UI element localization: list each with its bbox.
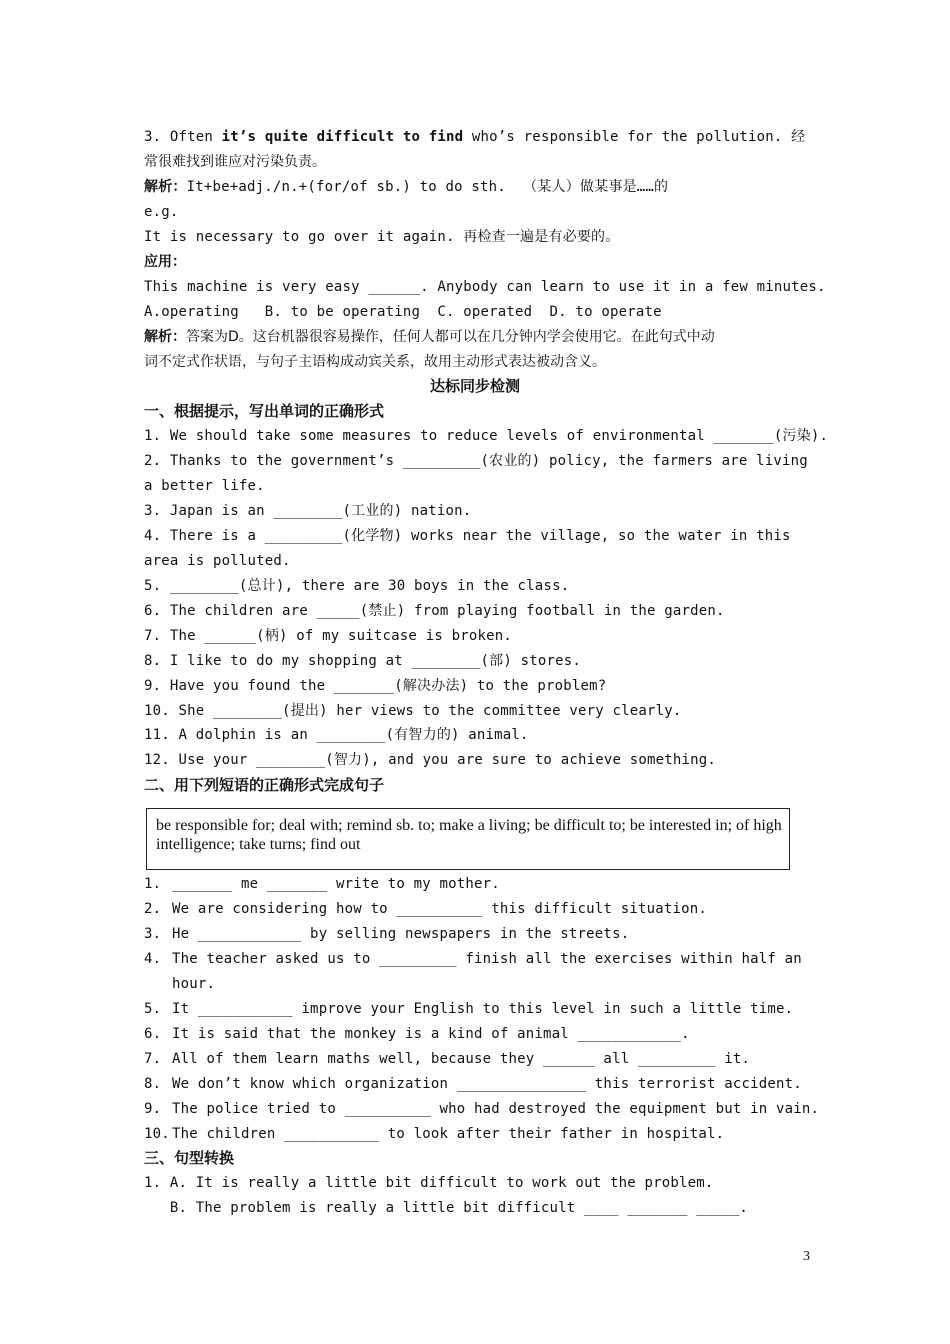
item-number: 4. [144,951,162,967]
part-1-title: 一、根据提示，写出单词的正确形式 [144,402,385,420]
part-1-line: 2. Thanks to the government’s _________(农业的) policy, the farmers are living [144,453,808,469]
item-number: 10. [144,1126,170,1142]
phrase-box [146,808,790,870]
part-1-line: 6. The children are _____(禁止) from playing football in the garden. [144,603,725,619]
item-number: 7. [144,1051,162,1067]
eg-sentence: It is necessary to go over it again. 再检查一遍是有必要的。 [144,229,620,245]
item-text: It is said that the monkey is a kind of animal ____________. [172,1026,690,1042]
part-1-line: 1. We should take some measures to reduce levels of environmental _______(污染). [144,428,829,444]
item-number: 6. [144,1026,162,1042]
item-number: 1. [144,876,162,892]
part-1-line: 10. She ________(提出) her views to the committee very clearly. [144,703,682,719]
item-text: The police tried to __________ who had destroyed the equipment but in vain. [172,1101,820,1117]
part-1-line: 7. The ______(柄) of my suitcase is broken. [144,628,512,644]
transform-line-b: B. The problem is really a little bit difficult ____ _______ _____. [144,1200,749,1216]
answer-line-2: 词不定式作状语，与句子主语构成动宾关系，故用主动形式表达被动含义。 [144,354,606,370]
item-text: All of them learn maths well, because they ______ all _________ it. [172,1051,751,1067]
page-number: 3 [803,1249,810,1264]
analysis-label: 解析： [144,179,187,195]
part-1-line: a better life. [144,478,265,494]
part-1-line: 4. There is a _________(化学物) works near the village, so the water in this [144,528,791,544]
analysis-line: 解析：It+be+adj./n.+(for/of sb.) to do sth. （某人）做某事是……的 [144,179,669,195]
answer-line-1: 解析：答案为D。这台机器很容易操作，任何人都可以在几分钟内学会使用它。在此句式中动 [144,329,715,345]
item-number: 8. [144,1076,162,1092]
part-1-line: 9. Have you found the _______(解决办法) to the problem? [144,678,607,694]
example-3-line-2: 常很难找到谁应对污染负责。 [144,154,326,170]
example-3-line-1: 3. Often it’s quite difficult to find who’s responsible for the pollution. 经 [144,129,806,145]
item-text: hour. [172,976,216,992]
part-3-title: 三、句型转换 [144,1149,235,1167]
part-1-line: 12. Use your ________(智力), and you are sure to achieve something. [144,752,717,768]
item-number: 2. [144,901,162,917]
part-1-line: 8. I like to do my shopping at ________(部) stores. [144,653,582,669]
apply-options: A.operating B. to be operating C. operated D. to operate [144,304,662,320]
transform-line-a: 1. A. It is really a little bit difficult to work out the problem. [144,1175,714,1191]
item-text: We don’t know which organization _______________ this terrorist accident. [172,1076,802,1092]
part-1-line: 11. A dolphin is an ________(有智力的) animal. [144,727,529,743]
item-text: The children ___________ to look after their father in hospital. [172,1126,725,1142]
section-title: 达标同步检测 [429,377,520,395]
apply-label: 应用： [144,254,186,270]
part-1-line: 5. ________(总计), there are 30 boys in the class. [144,578,570,594]
part-1-line: area is polluted. [144,553,291,569]
part-1-line: 3. Japan is an ________(工业的) nation. [144,503,472,519]
item-number: 5. [144,1001,162,1017]
item-number: 3. [144,926,162,942]
item-text: He ____________ by selling newspapers in the streets. [172,926,630,942]
item-number: 9. [144,1101,162,1117]
item-text: We are considering how to __________ this difficult situation. [172,901,707,917]
item-text: It ___________ improve your English to this level in such a little time. [172,1001,794,1017]
phrase-box-text: be responsible for; deal with; remind sb. to; make a living; be difficult to; be interested in; of high intelligence; take turns; find out [156,817,782,853]
part-2-title: 二、用下列短语的正确形式完成句子 [144,776,385,794]
item-text: The teacher asked us to _________ finish all the exercises within half an [172,951,802,967]
item-text: _______ me _______ write to my mother. [172,876,500,892]
apply-question: This machine is very easy ______. Anybody can learn to use it in a few minutes. [144,279,826,295]
eg-label: e.g. [144,204,179,220]
